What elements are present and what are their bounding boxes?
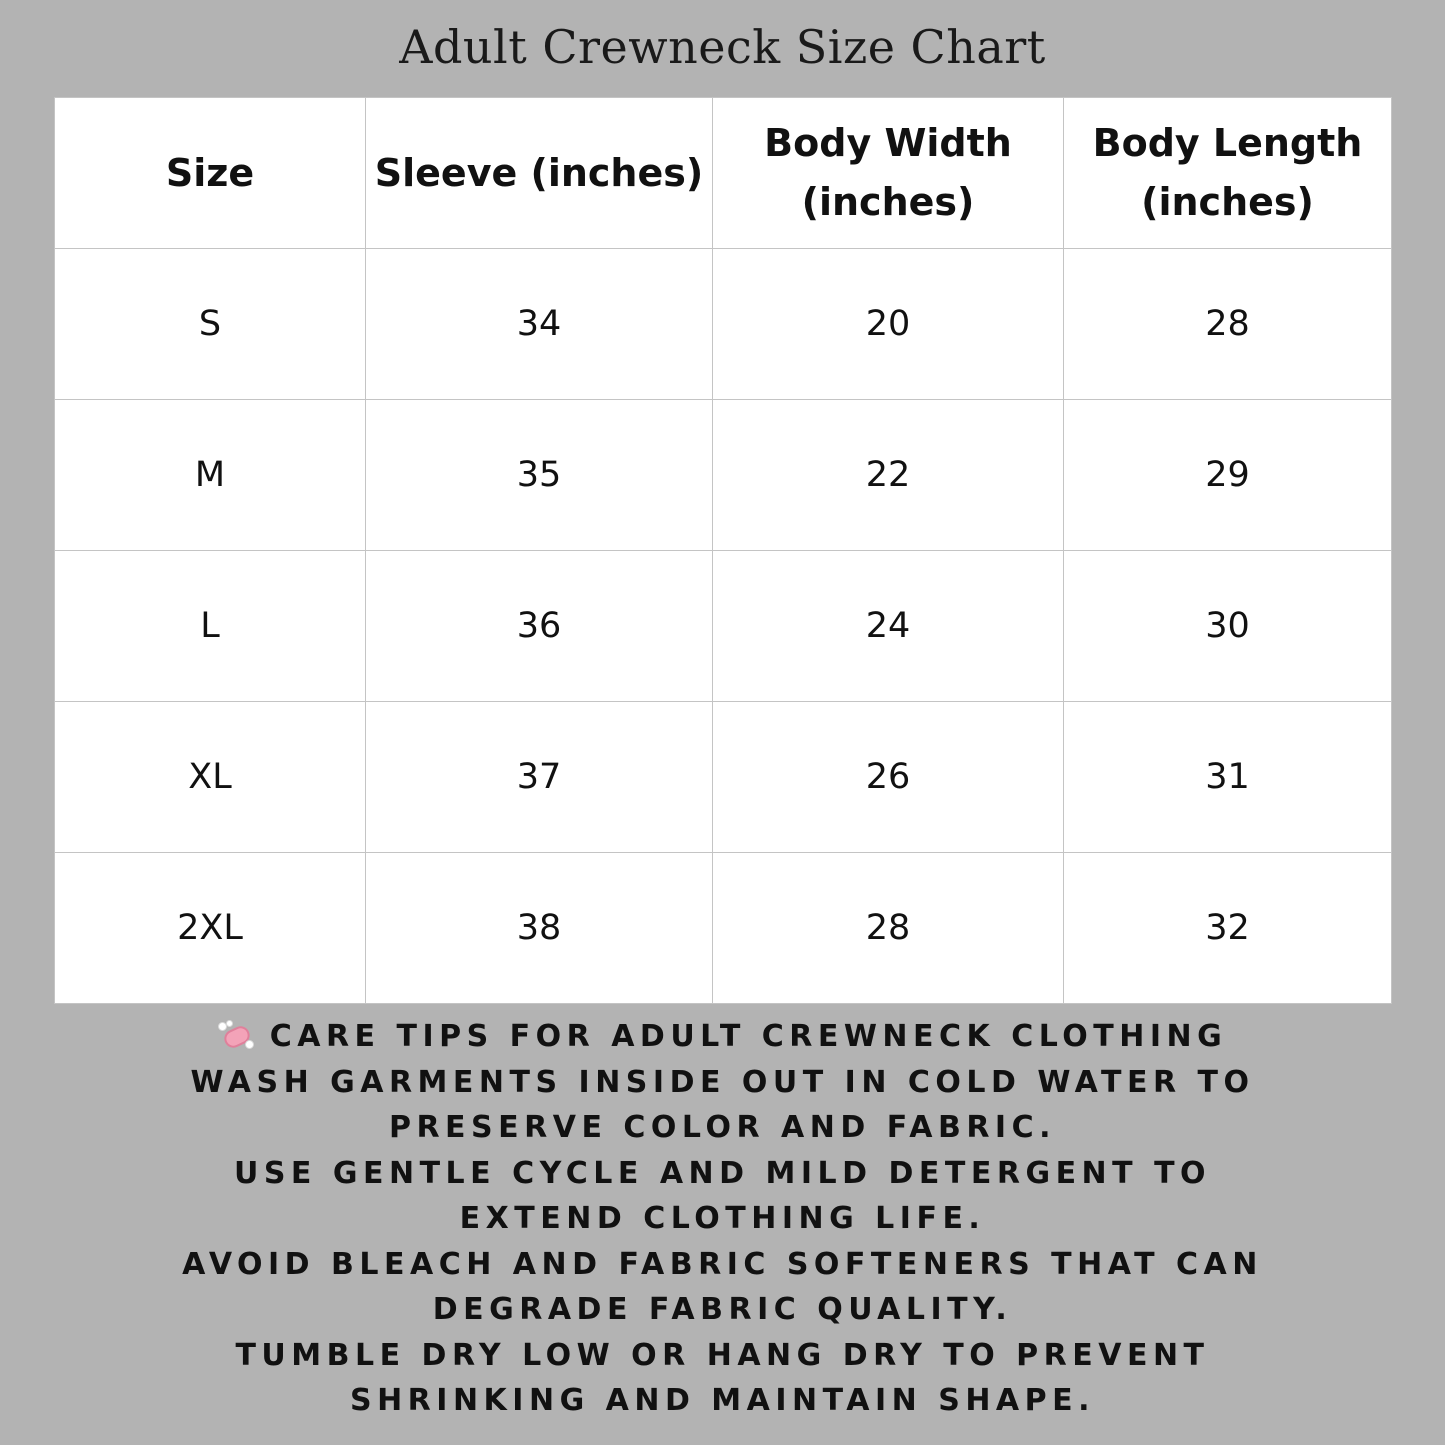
care-line: USE GENTLE CYCLE AND MILD DETERGENT TO (233, 1155, 1212, 1191)
cell-body-length: 28 (1064, 249, 1392, 400)
care-line: DEGRADE FABRIC QUALITY. (432, 1292, 1013, 1327)
cell-body-width: 22 (713, 400, 1064, 551)
size-table (54, 97, 1392, 1004)
header-body-length (1064, 98, 1392, 249)
cell-body-length: 29 (1064, 400, 1392, 551)
page-title: Adult Crewneck Size Chart (399, 20, 1046, 74)
cell-sleeve: 35 (366, 400, 713, 551)
header-body-width-line2: (inches) (801, 180, 975, 224)
header-body-length-line2: (inches) (1141, 180, 1314, 224)
table-row (55, 249, 1392, 400)
table-row (55, 853, 1392, 1004)
care-tips (60, 1014, 1385, 1424)
cell-sleeve: 36 (366, 551, 713, 702)
header-body-length-line1: Body Length (1092, 121, 1363, 165)
header-sleeve (366, 98, 713, 249)
care-line: EXTEND CLOTHING LIFE. (459, 1201, 986, 1236)
cell-body-width: 24 (713, 551, 1064, 702)
cell-size: S (55, 249, 366, 400)
cell-body-length: 31 (1064, 702, 1392, 853)
cell-size: 2XL (55, 853, 366, 1004)
header-size (55, 98, 366, 249)
soap-icon (218, 1020, 256, 1050)
care-line: PRESERVE COLOR AND FABRIC. (388, 1110, 1057, 1145)
cell-body-width: 20 (713, 249, 1064, 400)
table-row (55, 702, 1392, 853)
cell-sleeve: 37 (366, 702, 713, 853)
cell-body-width: 26 (713, 702, 1064, 853)
cell-body-width: 28 (713, 853, 1064, 1004)
cell-body-length: 32 (1064, 853, 1392, 1004)
cell-body-length: 30 (1064, 551, 1392, 702)
cell-size: L (55, 551, 366, 702)
header-body-width (713, 98, 1064, 249)
care-line: SHRINKING AND MAINTAIN SHAPE. (349, 1383, 1096, 1418)
care-heading: CARE TIPS FOR ADULT CREWNECK CLOTHING (269, 1019, 1228, 1054)
cell-size: M (55, 400, 366, 551)
care-line: WASH GARMENTS INSIDE OUT IN COLD WATER TO (190, 1064, 1255, 1100)
header-sleeve-label: Sleeve (inches) (374, 150, 704, 195)
care-heading-line (60, 1014, 1385, 1060)
header-size-label: Size (165, 150, 255, 195)
table-row (55, 400, 1392, 551)
care-line: TUMBLE DRY LOW OR HANG DRY TO PREVENT (235, 1337, 1210, 1373)
cell-size: XL (55, 702, 366, 853)
table-header-row (55, 98, 1392, 249)
cell-sleeve: 34 (366, 249, 713, 400)
header-body-width-line1: Body Width (764, 121, 1012, 165)
table-row (55, 551, 1392, 702)
care-line: AVOID BLEACH AND FABRIC SOFTENERS THAT CAN (182, 1246, 1263, 1282)
cell-sleeve: 38 (366, 853, 713, 1004)
